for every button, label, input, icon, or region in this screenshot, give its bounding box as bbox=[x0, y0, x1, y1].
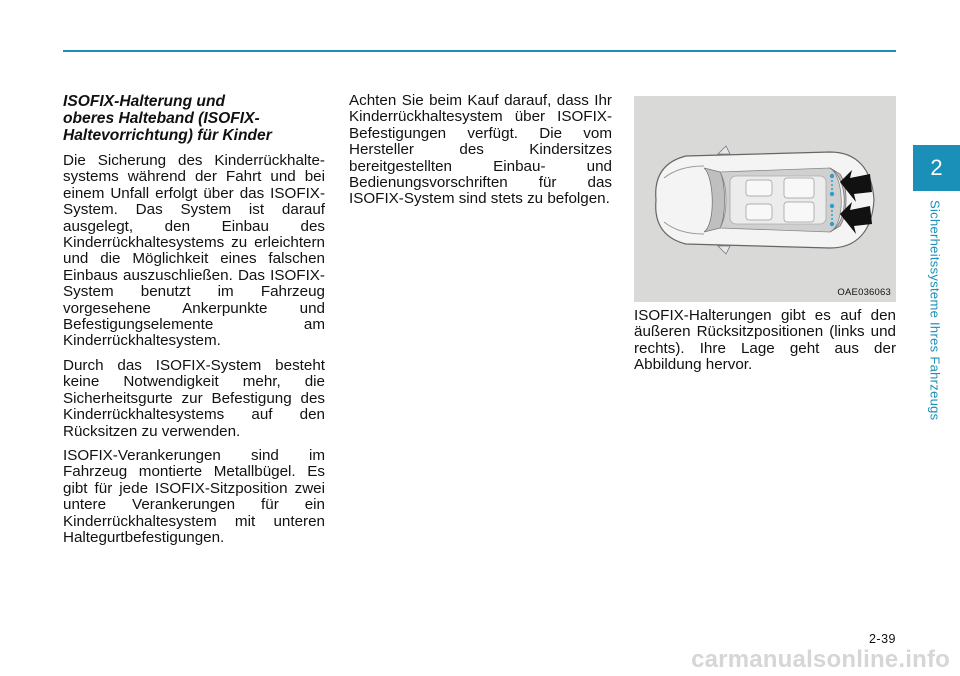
isofix-figure bbox=[634, 96, 896, 302]
paragraph: Durch das ISOFIX-System besteht keine Notwendigkeit mehr, die Sicherheitsgurte zur Befestigung des Kinderrückhaltesystems auf den Rücksitzen zu verwenden. bbox=[63, 356, 325, 440]
text-column-3 bbox=[634, 308, 896, 382]
figure-code: OAE036063 bbox=[837, 287, 891, 298]
section-heading-line: Haltevorrichtung) für Kinder bbox=[63, 127, 272, 144]
section-heading-line: ISOFIX-Halterung und bbox=[63, 93, 225, 110]
section-heading bbox=[63, 93, 325, 144]
paragraph: ISOFIX-Halterungen gibt es auf den äußeren Rücksitzpositionen (links und rechts). Ihre Lage geht aus der Abbildung hervor. bbox=[634, 307, 896, 374]
section-heading-line: oberes Halteband (ISOFIX- bbox=[63, 110, 260, 127]
header-rule bbox=[63, 50, 896, 52]
watermark: carmanualsonline.info bbox=[691, 646, 950, 673]
chapter-tab: 2 bbox=[913, 145, 960, 191]
paragraph: Achten Sie beim Kauf darauf, dass Ihr Kinderrückhaltesystem über ISOFIX-Befestigungen verfügt. Die vom Hersteller des Kindersitzes bereitgestellten Einbau- und Bedienungsvorschriften für das ISOFIX-System sind stets zu befolgen. bbox=[349, 92, 612, 208]
paragraph: Die Sicherung des Kinderrückhalte-systems während der Fahrt und bei einem Unfall erfolgt über das ISOFIX-System. Das System ist darauf ausgelegt, den Einbau des Kinderrückhaltesystems zu erleichtern und die Möglichkeit eines falschen Einbaus auszuschließen. Das ISOFIX-System benutzt im Fahrzeug vorgesehene Ankerpunkte und Befestigungselemente am Kinderrückhaltesystem. bbox=[63, 152, 325, 350]
text-column-1 bbox=[63, 93, 325, 554]
chapter-title-text: Sicherheitssysteme Ihres Fahrzeugs bbox=[927, 200, 943, 421]
paragraph: ISOFIX-Verankerungen sind im Fahrzeug montierte Metallbügel. Es gibt für jede ISOFIX-Sitzposition zwei untere Verankerungen für ein Kinderrückhaltesystem mit unteren Haltegurtbefestigungen. bbox=[63, 446, 325, 546]
text-column-2 bbox=[349, 93, 612, 216]
chapter-title bbox=[915, 200, 955, 440]
car-top-view-icon bbox=[634, 96, 896, 302]
page-number: 2-39 bbox=[868, 632, 896, 646]
